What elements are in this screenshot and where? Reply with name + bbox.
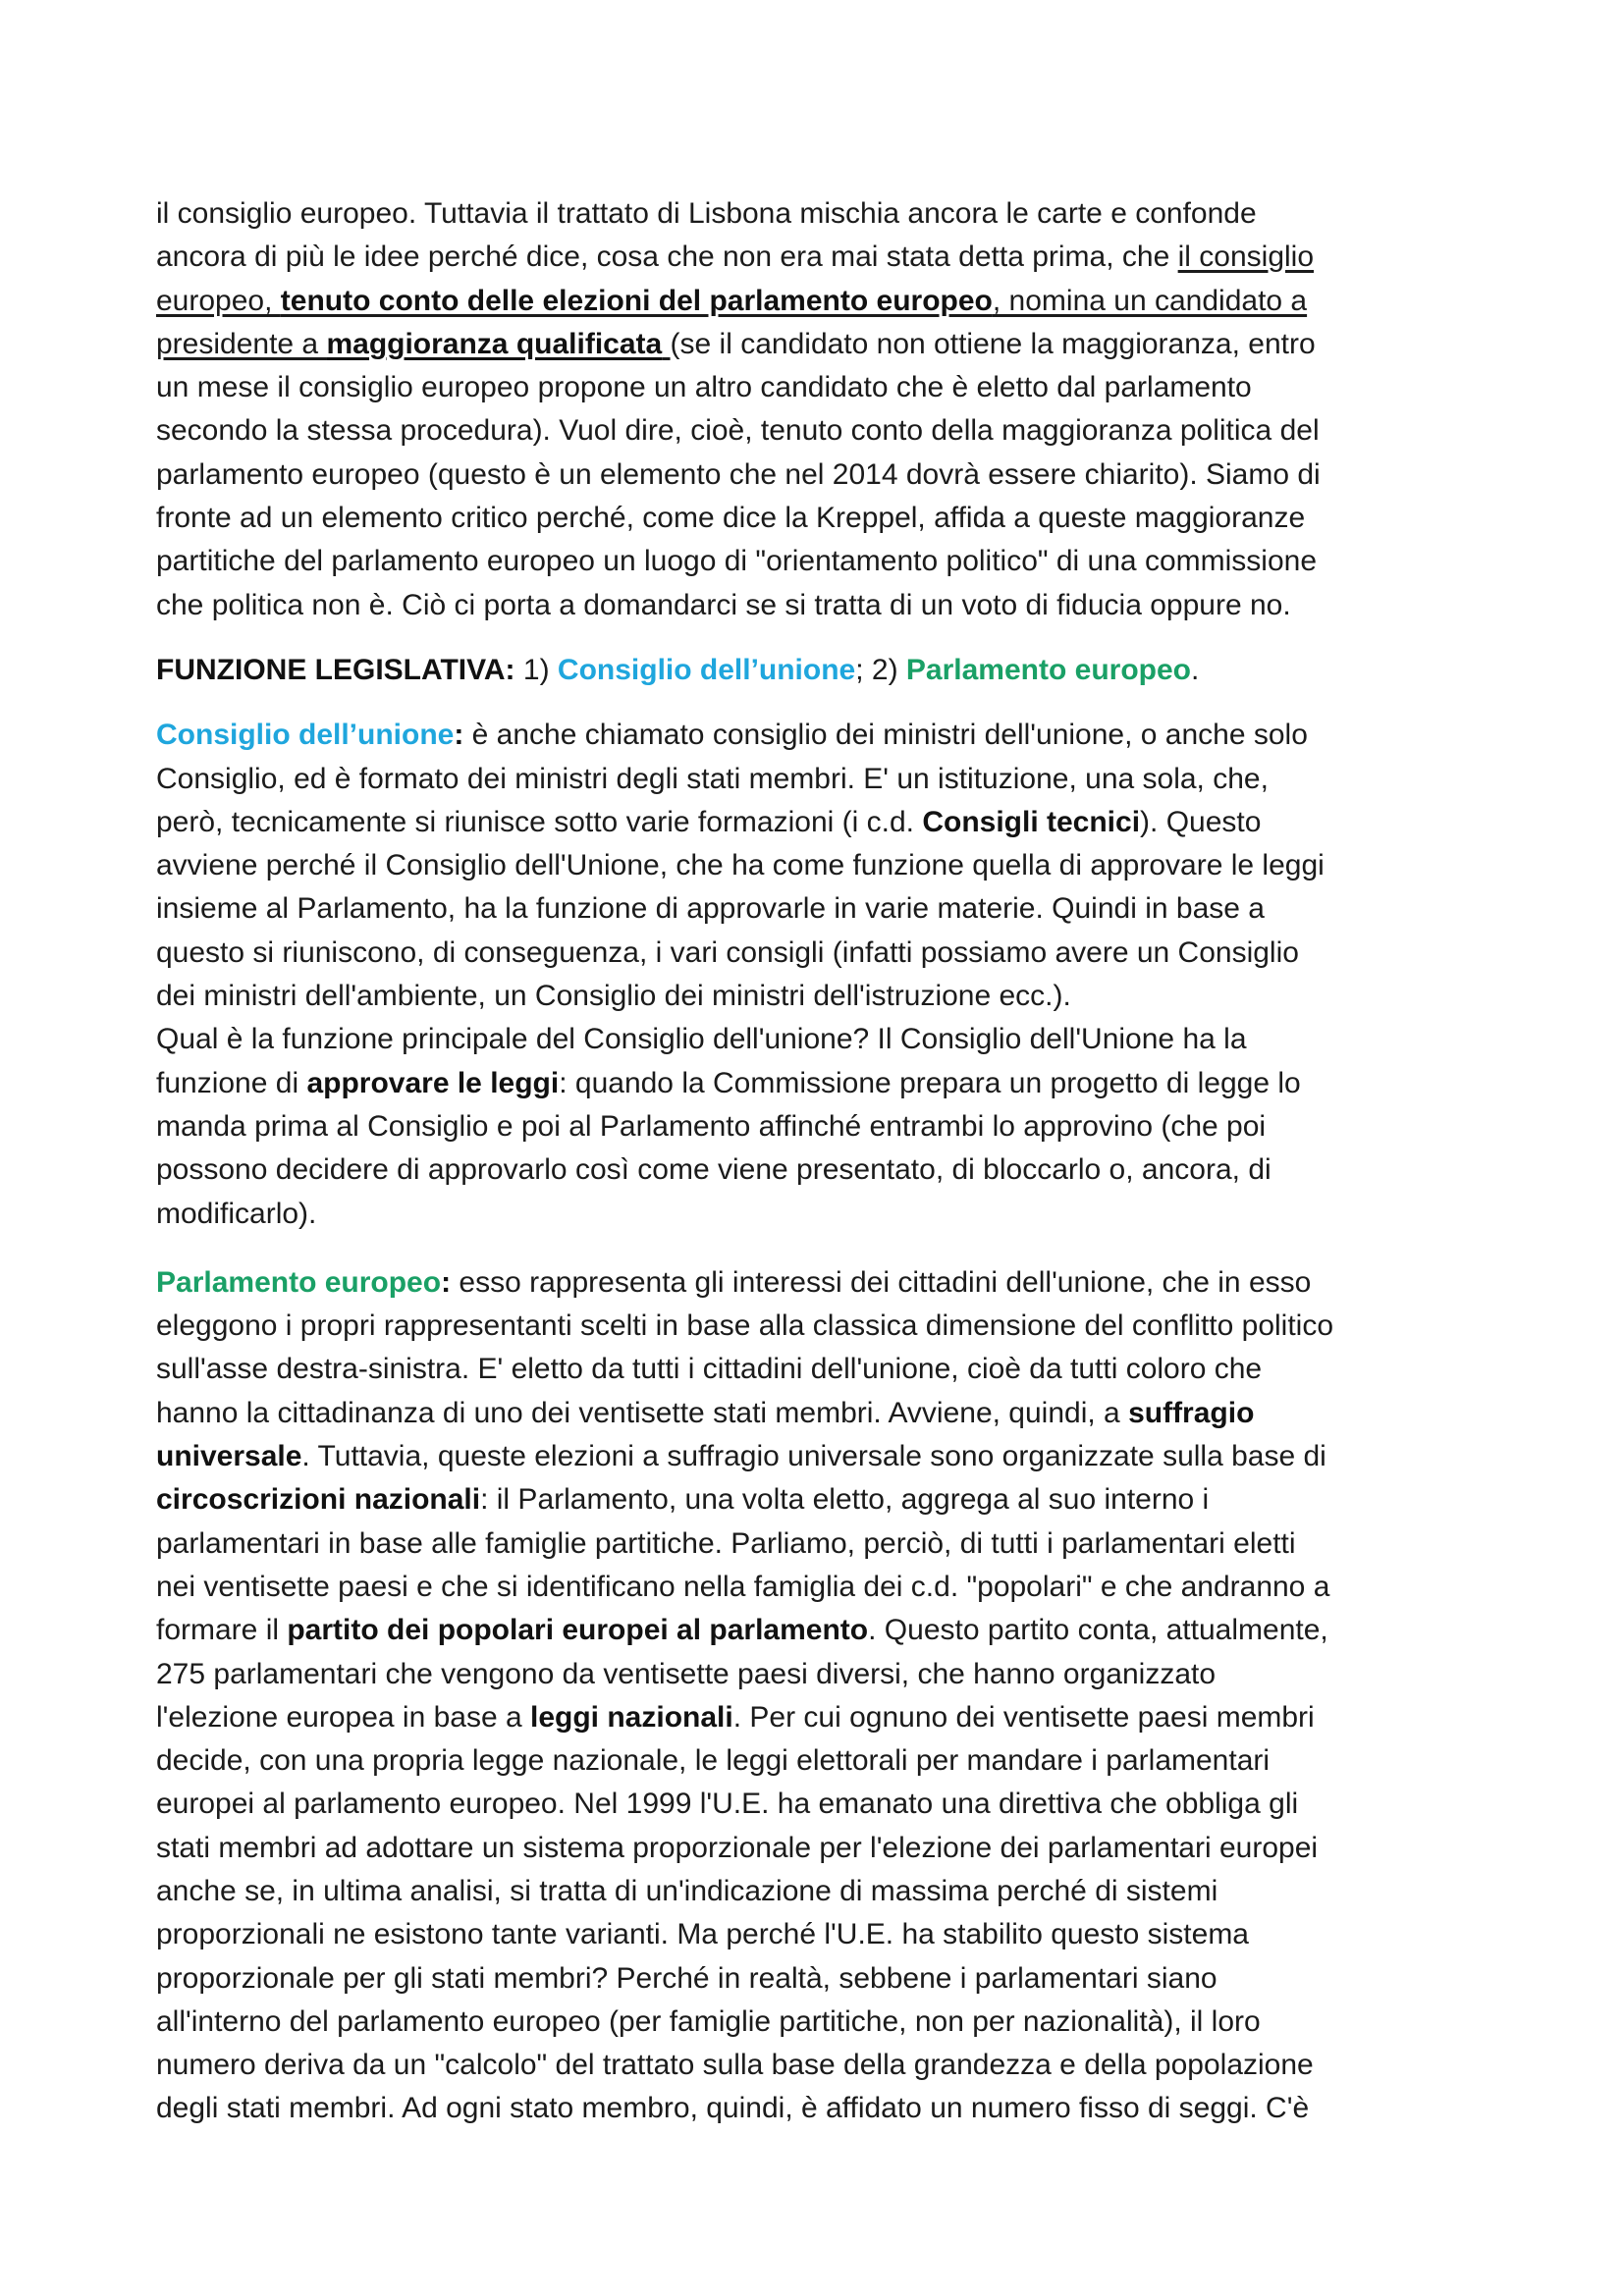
text-span: (se il candidato non ottiene la maggioranza, entro: [670, 327, 1316, 360]
text-line: [156, 1261, 1482, 1305]
text-line: che politica non è. Ciò ci porta a domandarci se si tratta di un voto di fiducia oppure no.: [156, 588, 1291, 621]
bold-text: suffragio: [1128, 1396, 1255, 1429]
text-line: 275 parlamentari che vengono da ventisette paesi diversi, che hanno organizzato: [156, 1657, 1217, 1690]
text-line: un mese il consiglio europeo propone un altro candidato che è eletto dal parlamento: [156, 371, 1252, 404]
text-line: stati membri ad adottare un sistema proporzionale per l'elezione dei parlamentari europei: [156, 1831, 1319, 1864]
text-span: 1): [514, 653, 558, 686]
bold-text: :: [441, 1265, 452, 1299]
text-span: funzione di: [156, 1066, 307, 1099]
text-line: il consiglio europeo. Tuttavia il trattato di Lisbona mischia ancora le carte e confonde: [156, 197, 1257, 230]
text-line: nei ventisette paesi e che si identificano nella famiglia dei c.d. "popolari" e che andranno a: [156, 1570, 1330, 1603]
text-line: proporzionale per gli stati membri? Perché in realtà, sebbene i parlamentari siano: [156, 1961, 1217, 1995]
bold-text: partito dei popolari europei al parlamento: [287, 1614, 869, 1647]
text-line: anche se, in ultima analisi, si tratta di un'indicazione di massima perché di sistemi: [156, 1874, 1218, 1907]
document-page: [156, 192, 1482, 2131]
text-line: [156, 323, 1482, 366]
text-line: [156, 236, 1482, 279]
text-line: parlamentari in base alle famiglie partitiche. Parliamo, perciò, di tutti i parlamentari eletti: [156, 1526, 1296, 1560]
section-label: FUNZIONE LEGISLATIVA:: [156, 653, 515, 686]
text-line: [156, 1478, 1482, 1522]
bold-text: :: [454, 719, 464, 752]
text-line: [156, 649, 1482, 692]
text-span: formare il: [156, 1614, 288, 1647]
text-line: secondo la stessa procedura). Vuol dire, cioè, tenuto conto della maggioranza politica del: [156, 414, 1320, 448]
text-line: partitiche del parlamento europeo un luogo di "orientamento politico" di una commissione: [156, 545, 1317, 578]
section-heading-parlamento: Parlamento europeo: [156, 1265, 442, 1299]
underlined-text: [662, 328, 670, 360]
text-span: europeo,: [156, 284, 281, 317]
text-span: : il Parlamento, una volta eletto, aggrega al suo interno i: [480, 1483, 1210, 1517]
bold-text: circoscrizioni nazionali: [156, 1483, 481, 1517]
text-line: fronte ad un elemento critico perché, come dice la Kreppel, affida a queste maggioranze: [156, 502, 1306, 535]
text-span: è anche chiamato consiglio dei ministri dell'unione, o anche solo: [463, 719, 1308, 752]
bold-text: universale: [156, 1440, 302, 1473]
text-line: Consiglio, ed è formato dei ministri degli stati membri. E' un istituzione, una sola, che,: [156, 762, 1269, 795]
paragraph-funzione-legislativa: [156, 649, 1482, 692]
text-line: europei al parlamento europeo. Nel 1999 l'U.E. ha emanato una direttiva che obbliga gli: [156, 1788, 1299, 1821]
text-span: esso rappresenta gli interessi dei cittadini dell'unione, che in esso: [451, 1265, 1312, 1299]
text-line: possono decidere di approvarlo così come viene presentato, di bloccarlo o, ancora, di: [156, 1153, 1271, 1187]
text-line: [156, 280, 1482, 323]
text-line: avviene perché il Consiglio dell'Unione, che ha come funzione quella di approvare le leggi: [156, 849, 1325, 882]
heading-consiglio-ref: Consiglio dell’unione: [557, 653, 856, 686]
bold-text: tenuto conto delle elezioni del parlamento europeo: [280, 284, 993, 317]
text-line: eleggono i propri rappresentanti scelti in base alla classica dimensione del conflitto politico: [156, 1309, 1334, 1343]
text-line: degli stati membri. Ad ogni stato membro, quindi, è affidato un numero fisso di seggi. C'è: [156, 2092, 1310, 2125]
text-line: dei ministri dell'ambiente, un Consiglio dei ministri dell'istruzione ecc.).: [156, 980, 1071, 1013]
text-span: .: [1191, 653, 1200, 686]
text-span: . Tuttavia, queste elezioni a suffragio universale sono organizzate sulla base di: [301, 1440, 1326, 1473]
text-line: sull'asse destra-sinistra. E' eletto da tutti i cittadini dell'unione, cioè da tutti coloro che: [156, 1353, 1263, 1386]
text-line: [156, 1392, 1482, 1435]
text-span: hanno la cittadinanza di uno dei ventisette stati membri. Avviene, quindi, a: [156, 1396, 1129, 1429]
text-line: [156, 1609, 1482, 1652]
text-line: [156, 1696, 1482, 1739]
text-line: Qual è la funzione principale del Consiglio dell'unione? Il Consiglio dell'Unione ha la: [156, 1023, 1247, 1056]
text-span: ; 2): [855, 653, 906, 686]
text-line: parlamento europeo (questo è un elemento che nel 2014 dovrà essere chiarito). Siamo di: [156, 457, 1321, 491]
text-line: [156, 714, 1482, 757]
paragraph-consiglio: [156, 714, 1482, 1236]
text-line: [156, 1435, 1482, 1478]
text-line: [156, 1062, 1482, 1105]
text-line: numero deriva da un "calcolo" del trattato sulla base della grandezza e della popolazione: [156, 2049, 1314, 2082]
text-line: decide, con una propria legge nazionale, le leggi elettorali per mandare i parlamentari: [156, 1744, 1271, 1778]
text-span: l'elezione europea in base a: [156, 1700, 531, 1734]
paragraph-lisbona: [156, 192, 1482, 627]
bold-text: approvare le leggi: [306, 1066, 560, 1099]
text-line: insieme al Parlamento, ha la funzione di approvarle in varie materie. Quindi in base a: [156, 892, 1265, 926]
text-line: [156, 801, 1482, 844]
paragraph-parlamento: [156, 1261, 1482, 2131]
bold-text: maggioranza qualificata: [326, 327, 663, 360]
text-span: . Questo partito conta, attualmente,: [868, 1614, 1328, 1647]
underlined-text: presidente a: [156, 327, 327, 360]
heading-parlamento-ref: Parlamento europeo: [905, 653, 1191, 686]
bold-text: leggi nazionali: [530, 1700, 733, 1734]
section-heading-consiglio: Consiglio dell’unione: [156, 719, 455, 752]
text-line: modificarlo).: [156, 1197, 317, 1230]
underlined-text: il consiglio: [1177, 240, 1315, 274]
text-span: : quando la Commissione prepara un progetto di legge lo: [559, 1066, 1301, 1099]
text-span: però, tecnicamente si riunisce sotto varie formazioni (i c.d.: [156, 805, 923, 838]
text-span: ancora di più le idee perché dice, cosa che non era mai stata detta prima, che: [156, 240, 1178, 274]
text-span: ). Questo: [1140, 805, 1262, 838]
text-line: all'interno del parlamento europeo (per famiglie partitiche, non per nazionalità), il loro: [156, 2004, 1261, 2038]
text-line: proporzionali ne esistono tante varianti. Ma perché l'U.E. ha stabilito questo sistema: [156, 1918, 1249, 1951]
text-span: , nomina un candidato a: [992, 284, 1308, 317]
text-span: . Per cui ognuno dei ventisette paesi membri: [732, 1700, 1315, 1734]
text-line: manda prima al Consiglio e poi al Parlamento affinché entrambi lo approvino (che poi: [156, 1109, 1267, 1143]
bold-text: Consigli tecnici: [922, 805, 1141, 838]
text-line: questo si riuniscono, di conseguenza, i vari consigli (infatti possiamo avere un Consiglio: [156, 935, 1299, 969]
